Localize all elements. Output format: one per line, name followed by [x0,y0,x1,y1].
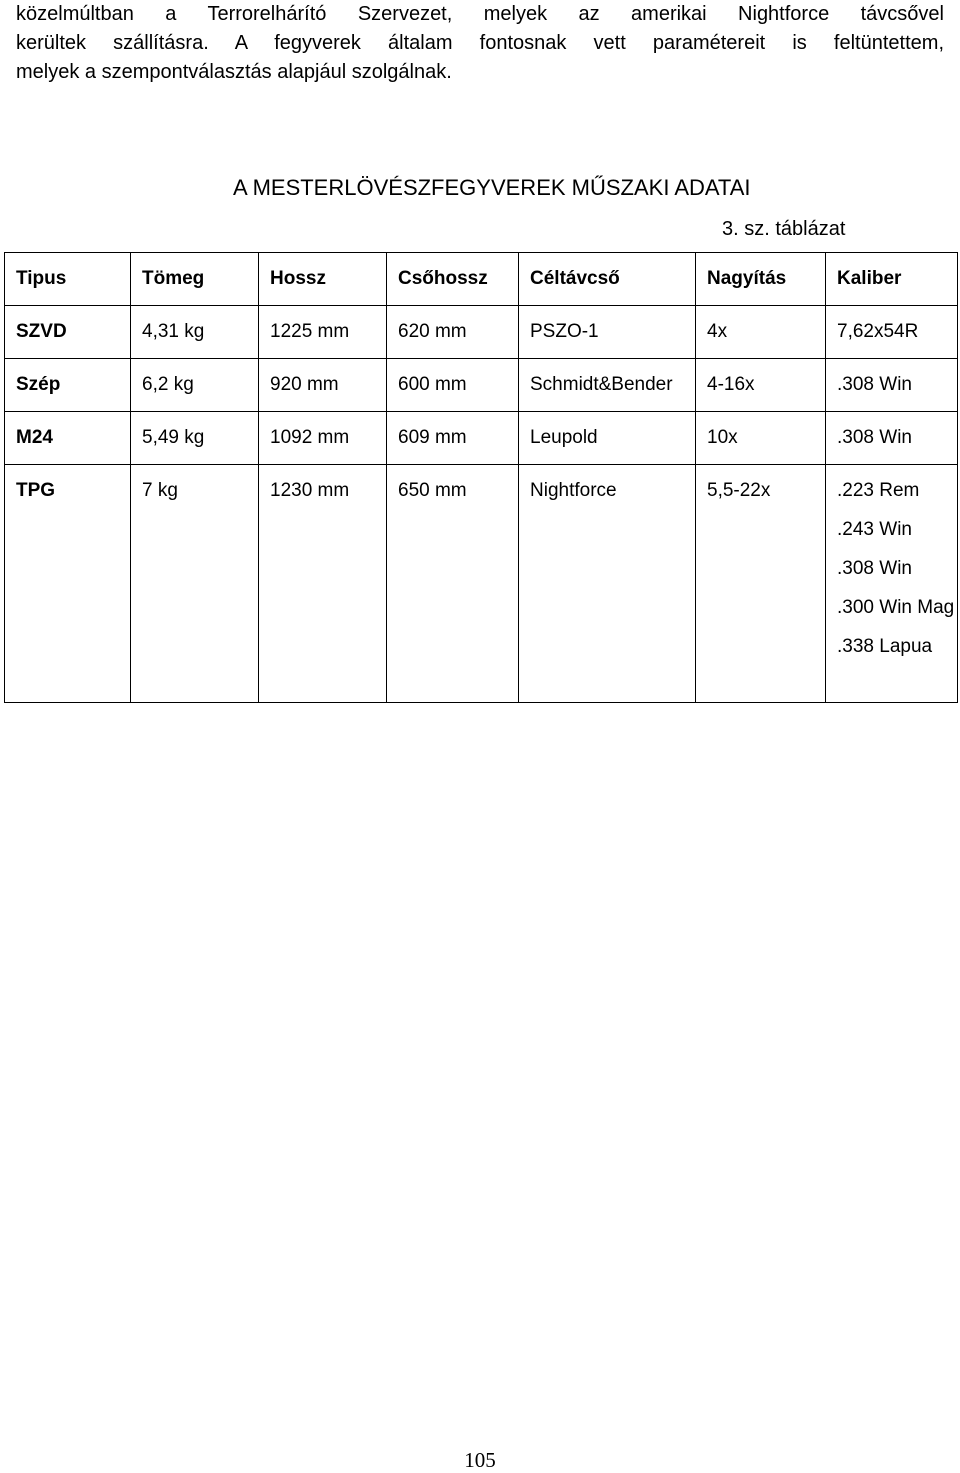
header-type: Tipus [5,253,131,306]
intro-paragraph [16,0,944,87]
cell-length: 1092 mm [259,412,387,465]
cell-scope: Leupold [519,412,696,465]
cell-caliber [826,359,958,412]
header-magnification: Nagyítás [696,253,826,306]
cell-scope: Schmidt&Bender [519,359,696,412]
caliber-item: .308 Win [837,427,912,448]
cell-barrel-length: 650 mm [387,465,519,703]
header-barrel-length: Csőhossz [387,253,519,306]
cell-mass: 4,31 kg [131,306,259,359]
cell-type: SZVD [5,306,131,359]
cell-caliber [826,412,958,465]
cell-scope: Nightforce [519,465,696,703]
caliber-item: .223 Rem [837,480,920,501]
cell-mass: 7 kg [131,465,259,703]
cell-length: 1225 mm [259,306,387,359]
caliber-item: .243 Win [837,519,912,540]
caliber-item: .308 Win [837,558,912,579]
cell-barrel-length: 600 mm [387,359,519,412]
intro-line: melyek a szempontválasztás alapjául szolgálnak. [16,61,452,83]
table-caption: 3. sz. táblázat [722,218,846,240]
table-row [5,359,958,412]
caliber-item: .300 Win Mag [837,597,955,618]
cell-magnification: 10x [696,412,826,465]
cell-magnification: 5,5-22x [696,465,826,703]
cell-caliber [826,465,958,703]
cell-barrel-length: 609 mm [387,412,519,465]
cell-type: M24 [5,412,131,465]
table-row [5,412,958,465]
cell-magnification: 4-16x [696,359,826,412]
cell-length: 1230 mm [259,465,387,703]
cell-mass: 6,2 kg [131,359,259,412]
cell-length: 920 mm [259,359,387,412]
table-row [5,465,958,703]
cell-type: TPG [5,465,131,703]
cell-magnification: 4x [696,306,826,359]
table-row [5,306,958,359]
cell-type: Szép [5,359,131,412]
caliber-item: 7,62x54R [837,321,919,342]
cell-caliber [826,306,958,359]
header-scope: Céltávcső [519,253,696,306]
caliber-item: .308 Win [837,374,912,395]
caliber-item: .338 Lapua [837,636,933,657]
table-header-row [5,253,958,306]
cell-scope: PSZO-1 [519,306,696,359]
table-title: A MESTERLÖVÉSZFEGYVEREK MŰSZAKI ADATAI [233,175,751,200]
specs-table [4,252,958,703]
intro-line: közelmúltban a Terrorelhárító Szervezet, melyek az amerikai Nightforce távcsővel [16,3,944,25]
header-caliber: Kaliber [826,253,958,306]
intro-line: kerültek szállításra. A fegyverek általam fontosnak vett paramétereit is feltüntettem, [16,32,944,54]
cell-barrel-length: 620 mm [387,306,519,359]
page-number: 105 [464,1448,496,1472]
header-mass: Tömeg [131,253,259,306]
cell-mass: 5,49 kg [131,412,259,465]
header-length: Hossz [259,253,387,306]
